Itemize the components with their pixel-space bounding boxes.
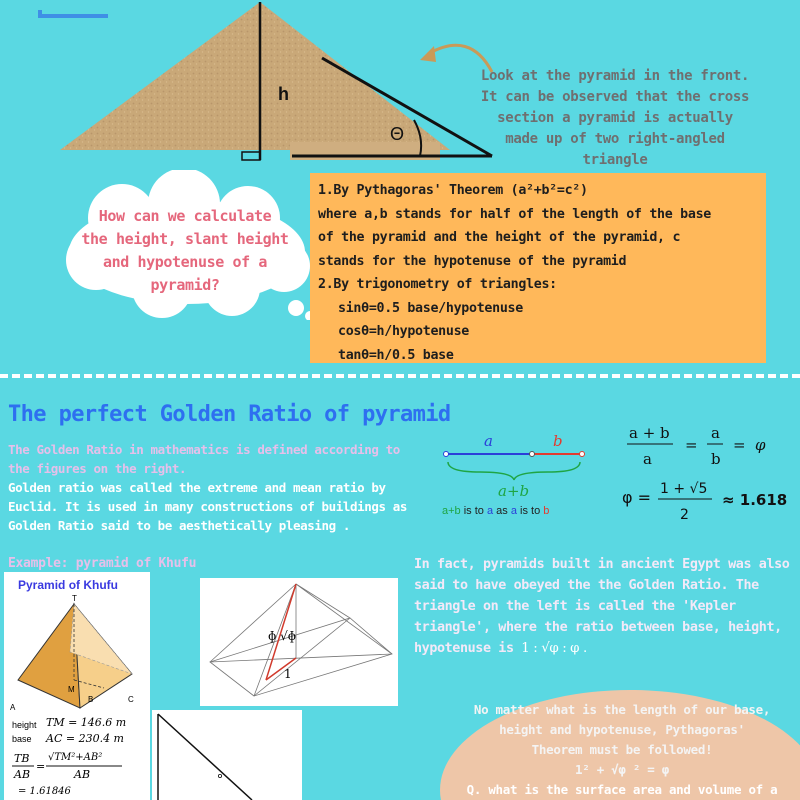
svg-text:AB: AB (14, 768, 31, 781)
svg-text:ɸ √ɸ: ɸ √ɸ (268, 629, 297, 643)
svg-text:√TM²+AB²: √TM²+AB² (48, 752, 103, 763)
cos-formula: cosθ=h/hypotenuse (338, 324, 469, 339)
svg-text:1: 1 (284, 667, 292, 681)
svg-text:M: M (68, 685, 75, 694)
svg-text:a+b: a+b (498, 482, 530, 500)
kepler-triangle-text: In fact, pyramids built in ancient Egypt was also said to have obeyed the the Golden Ratio. The triangle on the left is called the 'Kepler triangle', where the ratio between base, height, hypotenuse is 1 : √φ : φ . (414, 557, 790, 656)
svg-text:A: A (10, 703, 16, 712)
section-divider (0, 374, 800, 378)
svg-text:b: b (553, 432, 563, 450)
svg-text:AB: AB (74, 768, 91, 781)
theta-label: Θ (390, 124, 405, 144)
kepler-triangle-diagram (152, 710, 302, 800)
sin-formula: sinθ=0.5 base/hypotenuse (338, 300, 523, 316)
height-label: h (278, 84, 289, 104)
svg-text:1 + √5: 1 + √5 (660, 481, 708, 497)
pyramid-image (60, 0, 510, 170)
svg-text:a: a (484, 432, 493, 450)
golden-ratio-formula (625, 420, 785, 475)
svg-text:b: b (711, 450, 721, 468)
methods-box: 1.By Pythagoras' Theorem (a²+b²=c²) where a,b stands for half of the length of the base of the pyramid and the height of the pyramid, c stands for the hypotenuse of the pyramid 2.By trigonometry of triangles: sinθ=0.5 base/hypotenuse cosθ=h/hypotenuse tanθ=h/0.5 base (310, 173, 766, 363)
pythagoras-line: 1.By Pythagoras' Theorem (a²+b²=c²) (318, 183, 588, 198)
khufu-example-title: Example: pyramid of Khufu (8, 556, 197, 571)
svg-text:a + b: a + b (629, 424, 670, 442)
svg-text:≈ 1.618: ≈ 1.618 (722, 491, 788, 509)
svg-text:=: = (685, 436, 698, 454)
svg-text:base: base (12, 734, 32, 744)
phi-value-formula (618, 475, 793, 525)
trigonometry-line: 2.By trigonometry of triangles: (318, 277, 557, 292)
svg-text:a: a (711, 424, 720, 442)
svg-text:AC = 230.4 m: AC = 230.4 m (46, 732, 124, 745)
svg-text:B: B (88, 695, 94, 704)
surface-area-question: Q. what is the surface area and volume of a (466, 782, 778, 797)
khufu-card-title: Pyramid of Khufu (18, 578, 119, 592)
svg-text:= 1.61846: = 1.61846 (18, 786, 71, 797)
svg-text:TB: TB (14, 752, 30, 765)
pyramid-observation-note: Look at the pyramid in the front. It can be observed that the cross section a pyramid is actually made up of two right-angled triangle (480, 68, 750, 168)
svg-text:φ: φ (755, 436, 766, 454)
golden-ratio-title: The perfect Golden Ratio of pyramid (8, 402, 451, 427)
tan-formula: tanθ=h/0.5 base (338, 347, 454, 363)
golden-ratio-description: The Golden Ratio in mathematics is defined according to the figures on the right. Golden ratio was called the extreme and mean ratio by Euclid. It is used in many constructions of buildings as Golden Ratio said to be aesthetically pleasing . (8, 442, 408, 533)
svg-text:a: a (643, 450, 652, 468)
height-question: How can we calculate the height, slant height and hypotenuse of a pyramid? (81, 207, 289, 294)
kepler-pyramid-wireframe (200, 578, 398, 706)
svg-text:height: height (12, 720, 37, 730)
svg-text:T: T (72, 594, 77, 603)
svg-text:φ =: φ = (622, 488, 652, 507)
golden-ratio-segment-diagram (440, 430, 600, 520)
pythagoras-note-text: No matter what is the length of our base, height and hypotenuse, Pythagoras' Theorem must be followed! 1² + √φ ² = φ Q. what is the surface area and volume of a (462, 700, 782, 800)
svg-text:a+b is to a as a is to b: a+b is to a as a is to b (442, 505, 550, 517)
svg-text:C: C (128, 695, 134, 704)
svg-text:2: 2 (680, 507, 689, 523)
khufu-pyramid-diagram (4, 590, 150, 800)
svg-text:=: = (36, 760, 46, 773)
svg-text:=: = (733, 436, 746, 454)
kepler-ratio: 1 : √φ : φ . (521, 641, 587, 656)
svg-text:TM = 146.6 m: TM = 146.6 m (46, 716, 127, 729)
